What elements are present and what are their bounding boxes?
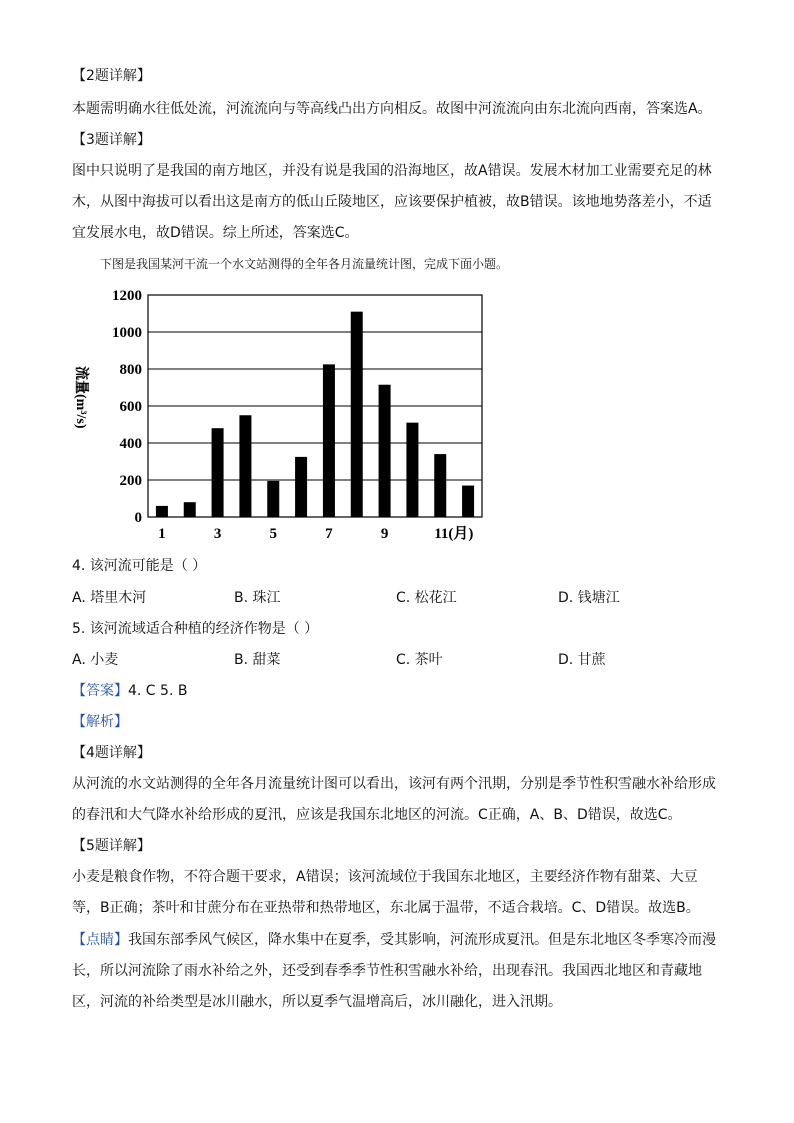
- x-tick-label: 5: [269, 526, 277, 542]
- q4d-line-2: 的春汛和大气降水补给形成的夏汛，应该是我国东北地区的河流。C正确，A、B、D错误，故选C。: [72, 807, 682, 823]
- q5-option-a: A. 小麦: [72, 652, 119, 668]
- analysis-label: 【解析】: [72, 714, 128, 730]
- q4-option-b: B. 珠江: [234, 590, 281, 606]
- bar-4: [239, 415, 251, 517]
- q5d-heading: 【5题详解】: [72, 838, 151, 854]
- bar-6: [295, 457, 307, 517]
- answer-label: 【答案】: [72, 683, 128, 699]
- q4-option-d: D. 钱塘江: [558, 590, 620, 606]
- answer-row: [72, 681, 187, 701]
- q3-heading: 【3题详解】: [72, 132, 151, 148]
- q4-stem: 4. 该河流可能是（ ）: [72, 558, 207, 574]
- bar-5: [267, 481, 279, 517]
- bar-3: [212, 428, 224, 517]
- y-axis-label: 流量(m³/s): [73, 366, 88, 429]
- q4-option-a: A. 塔里木河: [72, 590, 147, 606]
- y-tick-label: 1200: [112, 288, 142, 304]
- q4d-line-1: 从河流的水文站测得的全年各月流量统计图可以看出，该河有两个汛期，分别是季节性积雪融水补给形成: [72, 776, 716, 792]
- y-tick-label: 0: [134, 510, 142, 526]
- x-tick-label: 1: [158, 526, 166, 542]
- q2-heading: 【2题详解】: [72, 68, 151, 84]
- x-tick-label: 7: [325, 526, 333, 542]
- tip-line-3: 区，河流的补给类型是冰川融水，所以夏季气温增高后，冰川融化，进入汛期。: [72, 994, 562, 1010]
- q5d-line-2: 等，B正确；茶叶和甘蔗分布在亚热带和热带地区，东北属于温带，不适合栽培。C、D错误。故选B。: [72, 900, 700, 916]
- tip-text-1: 我国东部季风气候区，降水集中在夏季，受其影响，河流形成夏汛。但是东北地区冬季寒冷而漫: [128, 932, 716, 948]
- x-tick-label: 11(月): [434, 526, 474, 542]
- q3-line-1: 图中只说明了是我国的南方地区，并没有说是我国的沿海地区，故A错误。发展木材加工业需要充足的林: [72, 163, 712, 179]
- bar-10: [406, 423, 418, 517]
- y-tick-label: 600: [119, 399, 142, 415]
- tip-label: 【点睛】: [72, 932, 128, 948]
- x-tick-label: 3: [213, 526, 222, 542]
- y-tick-label: 400: [119, 436, 142, 452]
- bar-11: [434, 454, 446, 517]
- q5d-line-1: 小麦是粮食作物，不符合题干要求，A错误；该河流域位于我国东北地区，主要经济作物有甜菜、大豆: [72, 869, 698, 885]
- q3-line-2: 木，从图中海拔可以看出这是南方的低山丘陵地区，应该要保护植被，故B错误。该地地势落差小，不适: [72, 194, 712, 210]
- bar-7: [323, 364, 335, 517]
- q5-stem: 5. 该河流域适合种植的经济作物是（ ）: [72, 621, 319, 637]
- y-tick-label: 1000: [112, 325, 142, 341]
- tip-line-1: [72, 930, 716, 950]
- bar-12: [462, 486, 474, 517]
- q5-option-c: C. 茶叶: [396, 652, 443, 668]
- bar-8: [351, 312, 363, 517]
- bar-2: [184, 502, 196, 517]
- flow-bar-chart: [70, 285, 490, 547]
- q5-option-b: B. 甜菜: [234, 652, 281, 668]
- y-tick-label: 800: [119, 362, 142, 378]
- chart-caption: 下图是我国某河干流一个水文站测得的全年各月流量统计图，完成下面小题。: [100, 257, 509, 271]
- q4d-heading: 【4题详解】: [72, 745, 151, 761]
- q5-option-d: D. 甘蔗: [558, 652, 606, 668]
- tip-line-2: 长，所以河流除了雨水补给之外，还受到春季季节性积雪融水补给，出现春汛。我国西北地区和青藏地: [72, 963, 702, 979]
- x-tick-label: 9: [380, 526, 389, 542]
- y-tick-label: 200: [119, 473, 142, 489]
- bar-1: [156, 506, 168, 517]
- answer-text: 4. C 5. B: [128, 683, 188, 699]
- q4-option-c: C. 松花江: [396, 590, 457, 606]
- bar-9: [379, 385, 391, 517]
- q3-line-3: 宜发展水电，故D错误。综上所述，答案选C。: [72, 225, 359, 241]
- q2-text: 本题需明确水往低处流，河流流向与等高线凸出方向相反。故图中河流流向由东北流向西南，答案选A。: [72, 101, 712, 117]
